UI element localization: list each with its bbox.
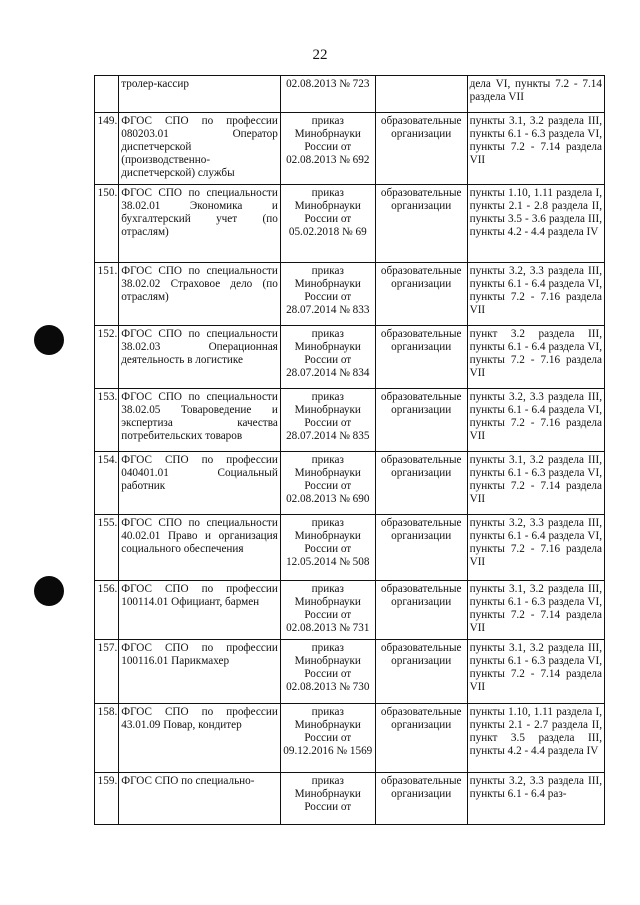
table-row [95, 640, 605, 704]
regulated-subjects: образовательные организации [375, 389, 467, 452]
document-name: ФГОС СПО по специально- [119, 773, 281, 825]
document-name: ФГОС СПО по специальности 40.02.01 Право и организация социального обеспечения [119, 515, 281, 581]
regulated-subjects: образовательные организации [375, 704, 467, 773]
regulated-subjects: образовательные организации [375, 581, 467, 640]
requirements-table [94, 75, 605, 825]
row-number: 150. [95, 185, 119, 263]
approving-act: приказ Минобрнауки России от 28.07.2014 № 835 [280, 389, 375, 452]
row-number: 152. [95, 326, 119, 389]
regulated-subjects: образовательные организации [375, 640, 467, 704]
table-row [95, 389, 605, 452]
structural-units: пункты 3.1, 3.2 раздела III, пункты 6.1 - 6.3 раздела VI, пункты 7.2 - 7.14 раздела VII [467, 581, 604, 640]
document-name: ФГОС СПО по специальности 38.02.03 Операционная деятельность в логистике [119, 326, 281, 389]
row-number: 157. [95, 640, 119, 704]
approving-act: приказ Минобрнауки России от 12.05.2014 № 508 [280, 515, 375, 581]
approving-act: приказ Минобрнауки России от 02.08.2013 № 731 [280, 581, 375, 640]
document-name: ФГОС СПО по профессии 100114.01 Официант, бармен [119, 581, 281, 640]
structural-units: пункты 3.1, 3.2 раздела III, пункты 6.1 - 6.3 раздела VI, пункты 7.2 - 7.14 раздела VII [467, 113, 604, 185]
regulated-subjects: образовательные организации [375, 326, 467, 389]
document-name: ФГОС СПО по специальности 38.02.02 Страховое дело (по отраслям) [119, 263, 281, 326]
row-number [95, 76, 119, 113]
page-number: 22 [312, 47, 328, 63]
table-row [95, 581, 605, 640]
document-name: ФГОС СПО по профессии 040401.01 Социальный работник [119, 452, 281, 515]
table-row [95, 263, 605, 326]
approving-act: приказ Минобрнауки России от 02.08.2013 № 690 [280, 452, 375, 515]
approving-act: приказ Минобрнауки России от 28.07.2014 № 833 [280, 263, 375, 326]
row-number: 154. [95, 452, 119, 515]
structural-units: пункты 3.2, 3.3 раздела III, пункты 6.1 - 6.4 раздела VI, пункты 7.2 - 7.16 раздела VII [467, 515, 604, 581]
row-number: 155. [95, 515, 119, 581]
table-row [95, 326, 605, 389]
document-name: ФГОС СПО по профессии 43.01.09 Повар, кондитер [119, 704, 281, 773]
row-number: 153. [95, 389, 119, 452]
document-name: ФГОС СПО по специальности 38.02.05 Товароведение и экспертиза качества потребительских товаров [119, 389, 281, 452]
table-row [95, 76, 605, 113]
row-number: 158. [95, 704, 119, 773]
regulated-subjects: образовательные организации [375, 185, 467, 263]
document-name: ФГОС СПО по специальности 38.02.01 Экономика и бухгалтерский учет (по отраслям) [119, 185, 281, 263]
row-number: 159. [95, 773, 119, 825]
table-row [95, 515, 605, 581]
table-row [95, 773, 605, 825]
document-name: тролер-кассир [119, 76, 281, 113]
table-row [95, 185, 605, 263]
structural-units: пункты 3.2, 3.3 раздела III, пункты 6.1 - 6.4 раздела VI, пункты 7.2 - 7.16 раздела VII [467, 263, 604, 326]
document-name: ФГОС СПО по профессии 100116.01 Парикмахер [119, 640, 281, 704]
structural-units: пункты 3.2, 3.3 раздела III, пункты 6.1 - 6.4 раз- [467, 773, 604, 825]
regulated-subjects: образовательные организации [375, 515, 467, 581]
structural-units: пункт 3.2 раздела III, пункты 6.1 - 6.4 раздела VI, пункты 7.2 - 7.16 раздела VII [467, 326, 604, 389]
binder-hole-upper [34, 325, 64, 355]
structural-units: пункты 1.10, 1.11 раздела I, пункты 2.1 - 2.7 раздела II, пункт 3.5 раздела III, пункты 4.2 - 4.4 раздела IV [467, 704, 604, 773]
regulated-subjects: образовательные организации [375, 773, 467, 825]
structural-units: дела VI, пункты 7.2 - 7.14 раздела VII [467, 76, 604, 113]
regulated-subjects: образовательные организации [375, 452, 467, 515]
approving-act: 02.08.2013 № 723 [280, 76, 375, 113]
approving-act: приказ Минобрнауки России от 02.08.2013 № 730 [280, 640, 375, 704]
structural-units: пункты 3.1, 3.2 раздела III, пункты 6.1 - 6.3 раздела VI, пункты 7.2 - 7.14 раздела VII [467, 640, 604, 704]
row-number: 156. [95, 581, 119, 640]
row-number: 151. [95, 263, 119, 326]
structural-units: пункты 3.2, 3.3 раздела III, пункты 6.1 - 6.4 раздела VI, пункты 7.2 - 7.16 раздела VII [467, 389, 604, 452]
regulated-subjects: образовательные организации [375, 263, 467, 326]
document-name: ФГОС СПО по профессии 080203.01 Оператор диспетчерской (производственно-диспетчерской) службы [119, 113, 281, 185]
regulated-subjects: образовательные организации [375, 113, 467, 185]
binder-hole-lower [34, 576, 64, 606]
table-body [95, 76, 605, 825]
approving-act: приказ Минобрнауки России от 28.07.2014 № 834 [280, 326, 375, 389]
approving-act: приказ Минобрнауки России от [280, 773, 375, 825]
approving-act: приказ Минобрнауки России от 09.12.2016 № 1569 [280, 704, 375, 773]
regulated-subjects [375, 76, 467, 113]
table-row [95, 704, 605, 773]
structural-units: пункты 3.1, 3.2 раздела III, пункты 6.1 - 6.3 раздела VI, пункты 7.2 - 7.14 раздела VII [467, 452, 604, 515]
approving-act: приказ Минобрнауки России от 05.02.2018 № 69 [280, 185, 375, 263]
row-number: 149. [95, 113, 119, 185]
table-row [95, 452, 605, 515]
approving-act: приказ Минобрнауки России от 02.08.2013 № 692 [280, 113, 375, 185]
table-row [95, 113, 605, 185]
structural-units: пункты 1.10, 1.11 раздела I, пункты 2.1 - 2.8 раздела II, пункты 3.5 - 3.6 раздела III, пункты 4.2 - 4.4 раздела IV [467, 185, 604, 263]
